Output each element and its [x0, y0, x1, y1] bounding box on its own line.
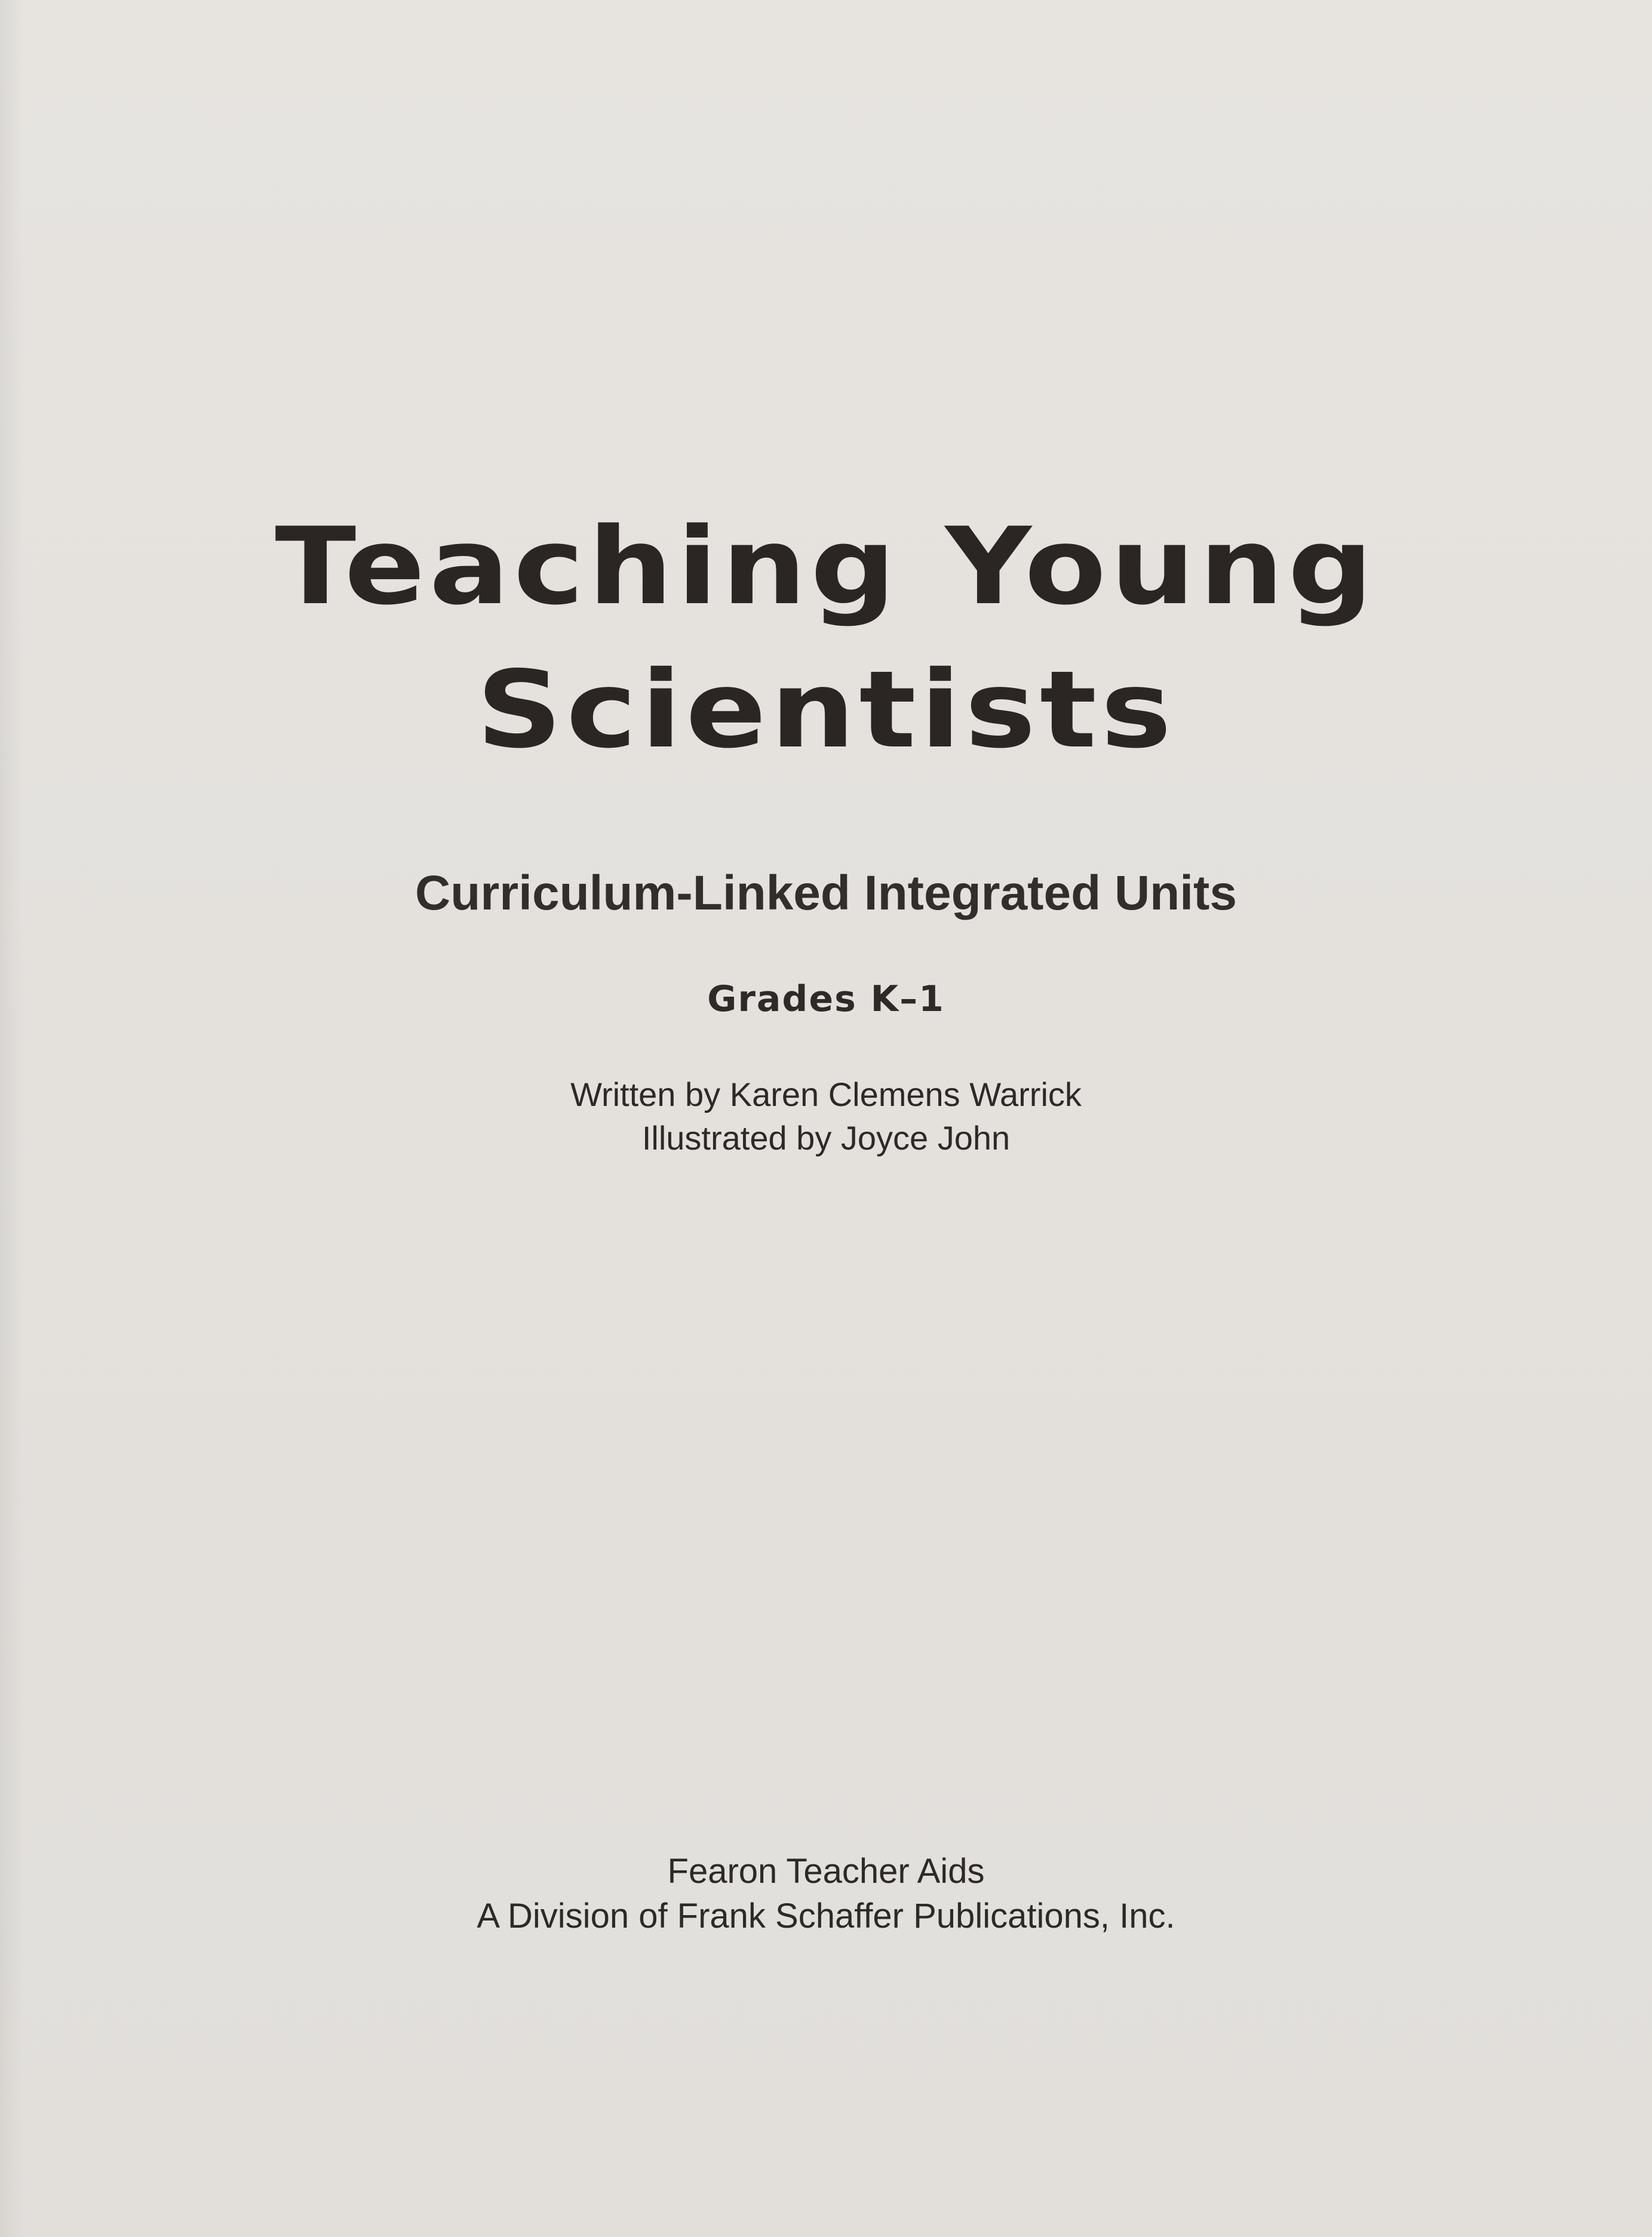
grade-level: Grades K–1 [707, 978, 945, 1020]
publisher-name: Fearon Teacher Aids [667, 1852, 985, 1891]
book-title-line-2: Scientists [476, 648, 1176, 772]
author-credit: Written by Karen Clemens Warrick [570, 1076, 1082, 1113]
publisher-division: A Division of Frank Schaffer Publications, Inc. [477, 1897, 1175, 1935]
book-title-line-1: Teaching Young [275, 505, 1377, 628]
illustrator-credit: Illustrated by Joyce John [641, 1119, 1011, 1157]
book-subtitle: Curriculum-Linked Integrated Units [415, 866, 1237, 920]
